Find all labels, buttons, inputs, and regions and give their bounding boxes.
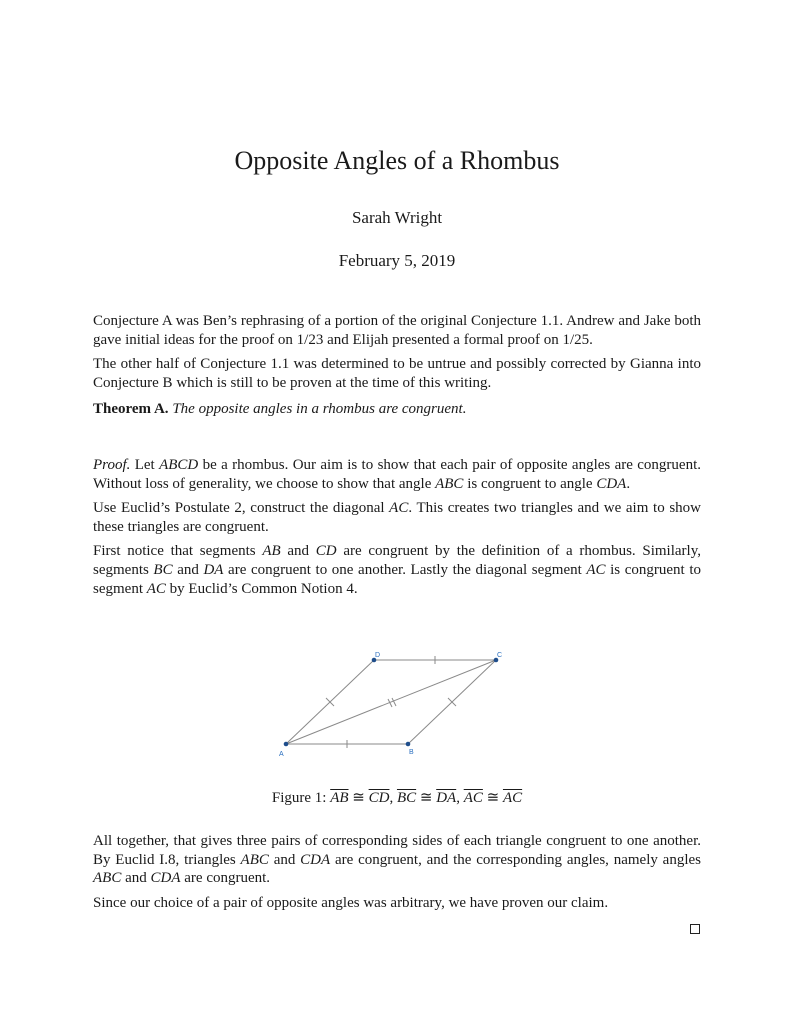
proof-section [93, 456, 701, 604]
math-bc: BC [153, 561, 173, 578]
proof-label: Proof. [93, 457, 131, 473]
point-a [284, 742, 289, 747]
caption-seg-da: $\overline{DA}$ [436, 790, 457, 806]
paper-date: February 5, 2019 [338, 251, 456, 270]
diagonal-ac [286, 660, 496, 744]
text: . [626, 475, 631, 492]
caption-seg-ac: $\overline{AC}$ [502, 790, 523, 806]
text: is congruent to segment [93, 561, 701, 597]
proof-paragraph-4 [93, 832, 701, 888]
math-abc: ABC [240, 851, 269, 868]
proof-paragraph-5: Since our choice of a pair of opposite angles was arbitrary, we have proven our claim. [93, 894, 609, 911]
cong-symbol: ≅ [352, 790, 365, 806]
comma: , [389, 790, 394, 806]
math-ac: AC [586, 561, 606, 578]
caption-seg-bc: $\overline{BC}$ [396, 790, 417, 806]
label-b: B [409, 749, 414, 756]
text: are congruent, and the corresponding angles, namely angles [330, 851, 702, 868]
label-d: D [375, 652, 381, 659]
text: and [268, 851, 301, 868]
intro-paragraph-2: The other half of Conjecture 1.1 was determined to be untrue and possibly corrected by Gianna into Conjecture B which is still to be proven at the time of this writing. [93, 356, 701, 391]
paper-title: Opposite Angles of a Rhombus [234, 146, 560, 175]
rhombus-diagram [268, 634, 512, 768]
math-cda: CDA [300, 851, 331, 868]
math-cda: CDA [150, 870, 181, 887]
text: are congruent. [180, 870, 271, 887]
proof-paragraph-2 [93, 499, 701, 536]
comma: , [456, 790, 460, 806]
cong-symbol: ≅ [486, 790, 500, 806]
text: and [280, 543, 316, 560]
proof-paragraph-3 [93, 542, 701, 598]
math-abcd: ABCD [159, 457, 199, 473]
cong-symbol: ≅ [419, 790, 433, 806]
theorem-a [93, 400, 701, 419]
intro-section [93, 312, 701, 425]
intro-paragraph-1: Conjecture A was Ben’s rephrasing of a portion of the original Conjecture 1.1. Andrew and Jake both gave initial ideas for the proof on 1/23 and Elijah presented a formal proof on 1/25. [93, 313, 701, 348]
math-ab: AB [262, 543, 281, 560]
theorem-heading: Theorem A. [93, 401, 169, 418]
theorem-statement: The opposite angles in a rhombus are congruent. [172, 401, 467, 418]
author-name: Sarah Wright [351, 208, 443, 227]
math-ac: AC [146, 580, 166, 597]
caption-prefix: Figure 1: [271, 790, 331, 806]
text: and [172, 561, 204, 578]
text: All together, that gives three pairs of corresponding sides of each triangle congruent to one another. By Euclid I.8, triangles [93, 833, 701, 868]
proof-paragraph-1 [93, 456, 701, 493]
text: be a rhombus. Our aim is to show that each pair of opposite angles are congruent. Without loss of generality, we choose to show that angle [93, 457, 701, 492]
figure-caption [0, 788, 794, 807]
text: by Euclid’s Common Notion 4. [165, 580, 358, 597]
qed-box-icon [690, 924, 700, 934]
caption-seg-ab: $\overline{AB}$ [330, 790, 349, 806]
text: Let [130, 457, 160, 473]
label-c: C [497, 652, 503, 659]
math-abc: ABC [93, 870, 122, 887]
text: Use Euclid’s Postulate 2, construct the diagonal [93, 500, 390, 517]
label-a: A [279, 751, 284, 758]
text: and [121, 870, 151, 887]
math-cda: CDA [596, 475, 627, 492]
math-abc: ABC [435, 475, 464, 492]
caption-seg-ac: $\overline{AC}$ [463, 790, 483, 806]
rhombus-figure [268, 634, 512, 768]
caption-seg-cd: $\overline{CD}$ [368, 790, 390, 806]
text: . This creates two triangles and we aim to show these triangles are congruent. [93, 500, 701, 535]
proof-conclusion [93, 832, 701, 918]
tick-ac-2 [392, 698, 396, 706]
point-b [406, 742, 411, 747]
math-da: DA [203, 561, 224, 578]
math-cd: CD [315, 543, 337, 560]
math-ac: AC [389, 500, 409, 517]
text: are congruent by the definition of a rhombus. Similarly, segments [93, 543, 701, 578]
text: First notice that segments [93, 543, 263, 560]
text: is congruent to angle [463, 475, 597, 492]
text: are congruent to one another. Lastly the diagonal segment [223, 561, 587, 578]
